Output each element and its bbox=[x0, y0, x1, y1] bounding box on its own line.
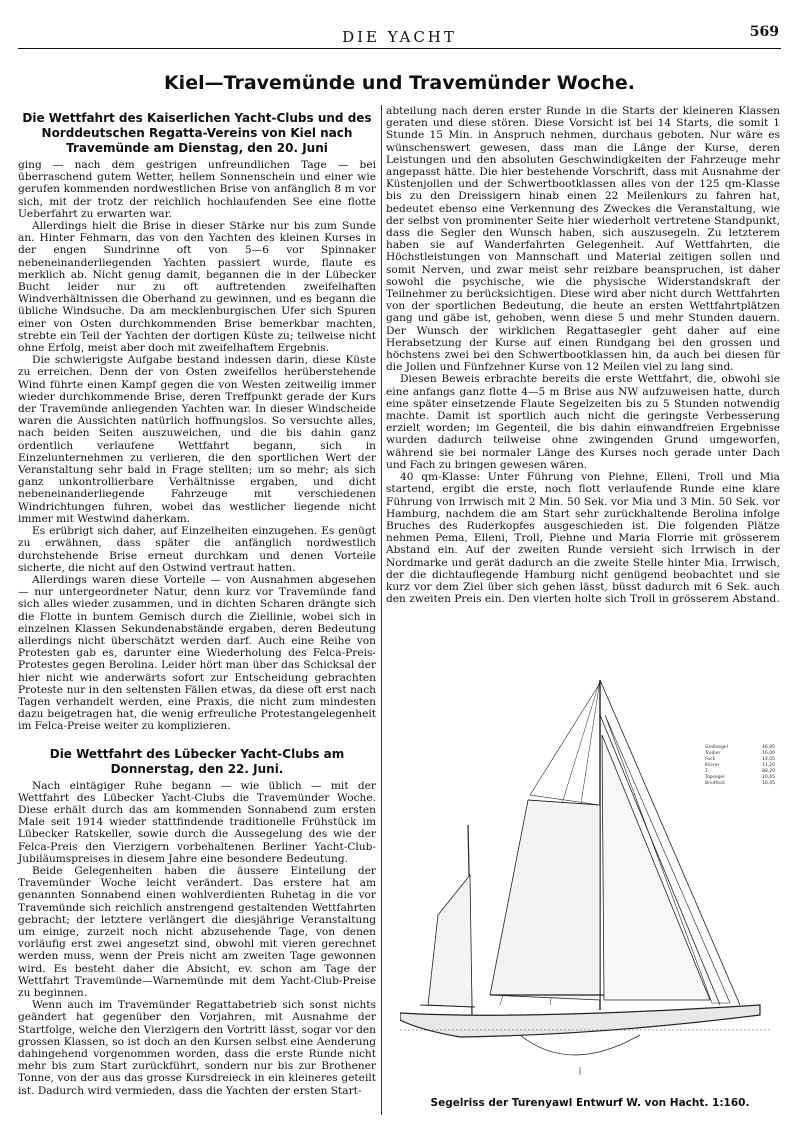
section1-paragraph: Es erübrigt sich daher, auf Einzelheiten einzugehen. Es genügt zu erwähnen, dass später die anfänglich nordwestlich durchstehende Brise erneut durchkam und denen Vorteile sicherte, die nicht auf den Ostwind vertraut hatten. bbox=[18, 525, 376, 574]
sail-value: 14,05 bbox=[762, 757, 775, 762]
sail-label: Fock bbox=[705, 757, 716, 762]
sail-label: Topsegel bbox=[705, 775, 725, 780]
section2-paragraph: Nach eintägiger Ruhe begann — wie üblich — mit der Wettfahrt des Lübecker Yacht-Clubs die Travemünder Woche. Diese erhält durch das am kommenden Sonnabend zum ersten Male seit 1914 wieder stattfindende traditionelle Frühstück im Lübecker Ratskeller, sowie durch die Aussegelung des wie der Felca-Preis den Vierzigern vorbehaltenen Berliner Yacht-Club-Jubiläumspreises in diesem Jahre eine besondere Bedeutung. bbox=[18, 779, 376, 865]
section2-paragraph: Wenn auch im Travemünder Regattabetrieb sich sonst nichts geändert hat gegenüber den Vorjahren, mit Ausnahme der Startfolge, welche den Vierzigern den Vortritt lässt, sogar vor den grossen Klassen, so ist doch an den Kursen selbst eine Aenderung dahingehend vorgenommen worden, dass die erste Runde nicht mehr bis zum Start zurückführt, sondern nur bis zur Brothener Tonne, von der aus das grosse Kursdreieck in ein kleineres geteilt ist. Dadurch wird vermieden, dass die Yachten der ersten Start- bbox=[18, 999, 376, 1097]
sail-value: 88,20 bbox=[762, 769, 775, 774]
sail-value: 16,45 bbox=[762, 781, 775, 786]
column-separator bbox=[381, 105, 382, 1115]
sail-value: 11,20 bbox=[762, 763, 775, 768]
header-rule bbox=[18, 48, 781, 49]
sail-area-table bbox=[705, 745, 775, 787]
left-column bbox=[18, 105, 376, 1097]
section1-paragraph: ging — nach dem gestrigen unfreundlichen Tage — bei überraschend gutem Wetter, hellem Sonnenschein und einer wie gerufen kommenden nordwestlichen Brise von anfänglich 8 m vor sich, mit der trotz der reichlich hochlaufenden See eine flotte Ueberfahrt zu erwarten war. bbox=[18, 159, 376, 220]
section1-paragraph: Allerdings hielt die Brise in dieser Stärke nur bis zum Sunde an. Hinter Fehmarn, das von den Yachten des kleinen Kurses in der engen Sundrinne oft von 5—6 vor Spinnaker nebeneinanderliegenden Yachten passiert wurde, flaute es merklich ab. Nicht genug damit, begannen die in der Lübecker Bucht leider nur zu oft auftretenden zweifelhaften Windverhältnissen die Oberhand zu gewinnen, und es begann die übliche Windsuche. Da am mecklenburgischen Ufer sich Spuren einer von Osten durchkommenden Brise bemerkbar machten, strebte ein Teil der Yachten der dortigen Küste zu; teilweise nicht ohne Erfolg, meist aber doch mit zweifelhaftem Ergebnis. bbox=[18, 220, 376, 355]
section2-paragraph: Beide Gelegenheiten haben die äussere Einteilung der Travemünder Woche leicht verändert. Das erstere hat am genannten Sonnabend einen wohlverdienten Ruhetag in die vor Travemünde sich reichlich anstrengend gestaltenden Wettfahrten gebracht; der letztere verlängert die diesjährige Veranstaltung um einige, zurzeit noch nicht abzusehende Tage, von denen vorläufig erst zwei angesetzt sind, obwohl mit vieren gerechnet werden muss, wenn der Preis nicht am zweiten Tage gewonnen wird. Es besteht daher die Absicht, ev. schon am Tage der Wettfahrt Travemünde—Warnemünde mit dem Yacht-Club-Preise zu beginnen. bbox=[18, 864, 376, 999]
sail-label: Σ bbox=[705, 769, 708, 774]
right-paragraph: Diesen Beweis erbrachte bereits die erste Wettfahrt, die, obwohl sie eine anfangs ganz flotte 4—5 m Brise aus NW aufzuweisen hatte, durch eine später einsetzende Flaute Segelzeiten bis zu 5 Stunden notwendig machte. Damit ist sportlich auch nicht die geringste Verbesserung erzielt worden; im Gegenteil, die bis dahin einwandfreien Ergebnisse wurden dadurch teilweise ohne zwingenden Grund umgeworfen, während sie bei normaler Länge des Kurses noch gerade unter Dach und Fach zu bringen gewesen wären. bbox=[386, 373, 780, 471]
sail-value: 10,65 bbox=[762, 775, 775, 780]
right-column bbox=[386, 105, 780, 605]
page-number: 569 bbox=[749, 24, 779, 40]
section1-heading: Die Wettfahrt des Kaiserlichen Yacht-Clubs und des Norddeutschen Regatta-Vereins von Kiel nach Travemünde am Dienstag, den 20. Juni bbox=[22, 111, 372, 155]
sail-plan-drawing bbox=[400, 675, 780, 1095]
sail-plan-figure bbox=[400, 675, 780, 1095]
sail-label: Klüver bbox=[705, 763, 720, 768]
section2-heading: Die Wettfahrt des Lübecker Yacht-Clubs am Donnerstag, den 22. Juni. bbox=[49, 746, 345, 776]
running-head: DIE YACHT bbox=[342, 28, 457, 46]
sail-value: 46,95 bbox=[762, 745, 775, 750]
article-title: Kiel—Travemünde und Travemünder Woche. bbox=[163, 72, 636, 94]
sail-label: Großsegel bbox=[705, 745, 728, 750]
figure-caption: Segelriss der Turenyawl Entwurf W. von Hacht. 1:160. bbox=[430, 1097, 750, 1109]
section1-paragraph: Die schwierigste Aufgabe bestand indessen darin, diese Küste zu erreichen. Denn der von Osten zweifellos herüberstehende Wind führte einen Kampf gegen die von Westen zeitweilig immer wieder durchkommende Brise, deren Treffpunkt gerade der Kurs der Travemünde anliegenden Yachten war. In dieser Windscheide waren die Aussichten natürlich hoffnungslos. So versuchte alles, nach beiden Seiten auszuweichen, und die bis dahin ganz ordentlich verlaufene Wettfahrt begann, sich in Einzelunternehmen zu verlieren, die den sportlichen Wert der Veranstaltung sehr bald in Frage stellten; um so mehr; als sich ganz unkontrollierbare Verhältnisse ergaben, und dicht nebeneinanderliegende Fahrzeuge mit verschiedenen Windrichtungen fuhren, wobei das westlicher liegende nicht immer mit Westwind daherkam. bbox=[18, 354, 376, 525]
sail-label: Breitfock bbox=[705, 781, 726, 786]
sail-label: Treiber bbox=[705, 751, 721, 756]
sail-value: 16,00 bbox=[762, 751, 775, 756]
sail-row bbox=[705, 781, 775, 787]
section1-paragraph: Allerdings waren diese Vorteile — von Ausnahmen abgesehen — nur untergeordneter Natur, denn kurz vor Travemünde fand sich alles wieder zusammen, und in dichten Scharen drängte sich die Flotte in buntem Gemisch durch die Ziellinie, wobei sich in einzelnen Klassen Sekundenabstände ergaben, deren Bedeutung allerdings nicht überschätzt werden darf. Auch eine Reihe von Protesten gab es, darunter eine Wiederholung des Felca-Preis-Protestes gegen Berolina. Leider hört man über das Schicksal der hier nicht wie anderwärts sofort zur Entscheidung gebrachten Proteste nur in den seltensten Fällen etwas, da diese oft erst nach Tagen verhandelt werden, eine Praxis, die nicht zum mindesten dazu beigetragen hat, die wenig erfreuliche Protestangelegenheit im Felca-Preise weiter zu komplizieren. bbox=[18, 573, 376, 733]
right-paragraph: abteilung nach deren erster Runde in die Starts der kleineren Klassen geraten und diese stören. Diese Vorsicht ist bei 14 Starts, die somit 1 Stunde 15 Min. in Anspruch nehmen, durchaus geboten. Nur wäre es wünschenswert gewesen, dass man die Länge der Kurse, deren Leistungen und den absoluten Geschwindigkeiten der Fahrzeuge mehr angepasst hätte. Die hier bestehende Vorschrift, dass mit Ausnahme der Küstenjollen und der Schwertbootklassen alles von der 125 qm-Klasse bis zu den Dreissigern hinab einen 22 Meilenkurs zu fahren hat, bedeutet ebenso eine Verkennung des Zweckes die Veranstaltung, wie der selbst von prominenter Seite hier wiederholt vertretene Standpunkt, dass die Segler den Wunsch haben, sich auszusegeln. Zu letzterem haben sie auf Wanderfahrten Gelegenheit. Auf Wettfahrten, die Höchstleistungen von Mannschaft und Material zeitigen sollen und somit Nerven, und zwar meist sehr reizbare beanspruchen, ist daher sowohl die psychische, wie die physische Widerstandskraft der Teilnehmer zu berücksichtigen. Diese wird aber nicht durch Wettfahrten von der sportlichen Bedeutung, die heute an ersten Wettfahrtplätzen gang und gäbe ist, gehoben, wenn diese 5 und mehr Stunden dauern. Der Wunsch der wirklichen Regattasegler geht daher auf eine Herabsetzung der Kurse auf einen Rundgang bei den grossen und höchstens zwei bei den Schwertbootklassen hin, da auch bei diesen für die Jollen und Fünfzehner Kurse von 12 Meilen viel zu lang sind. bbox=[386, 105, 780, 374]
right-paragraph: 40 qm-Klasse: Unter Führung von Piehne, Elleni, Troll und Mia startend, ergibt die erste, noch flott verlaufende Runde eine klare Führung von Irrwisch mit 2 Min. 50 Sek. vor Mia und 3 Min. 50 Sek. vor Hamburg, nachdem die am Start sehr zurückhaltende Berolina infolge Bruches des Ruderkopfes ausgeschieden ist. Die folgenden Plätze nehmen Pema, Elleni, Troll, Piehne und Maria Florrie mit grösserem Abstand ein. Auf der zweiten Runde versieht sich Irrwisch in der Nordmarke und gerät dadurch an die zweite Stelle hinter Mia. Irrwisch, der die dichtauflegende Hamburg nicht genügend beobachtet und sie kurz vor dem Ziel über sich gehen lässt, büsst dadurch mit 6 Sek. auch den zweiten Preis ein. Den vierten holte sich Troll in grösserem Abstand. bbox=[386, 471, 780, 606]
